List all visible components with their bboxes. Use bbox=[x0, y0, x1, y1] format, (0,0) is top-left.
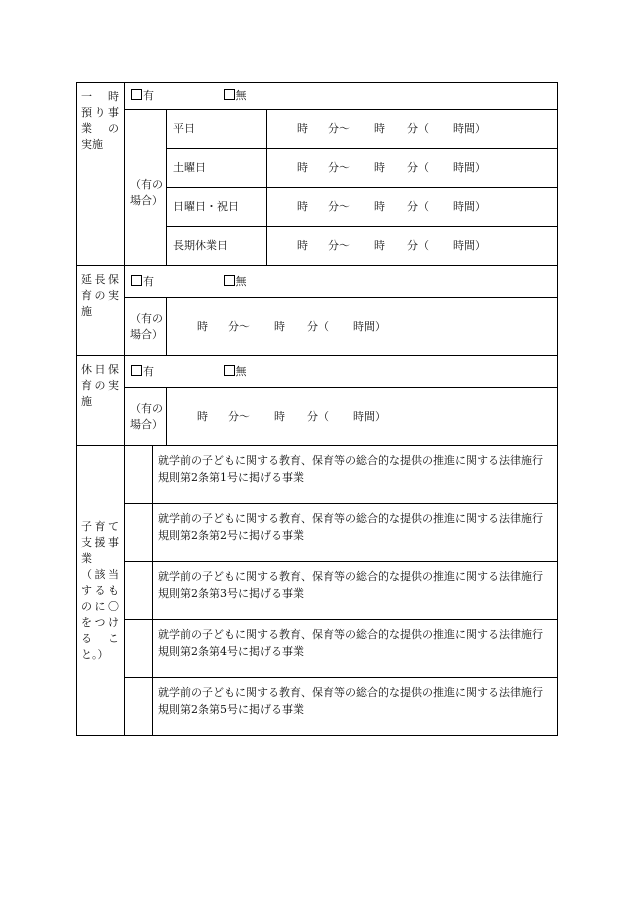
time-range-long-vacation[interactable]: 時 分〜 時 分（ 時間） bbox=[267, 227, 558, 266]
support-item-3: 就学前の子どもに関する教育、保育等の総合的な提供の推進に関する法律施行規則第2条第3号に掲げる事業 bbox=[153, 562, 558, 620]
mark-cell-4[interactable] bbox=[125, 620, 153, 678]
day-saturday: 土曜日 bbox=[167, 149, 267, 188]
checkbox-no[interactable]: 無 bbox=[224, 365, 247, 378]
mark-cell-5[interactable] bbox=[125, 678, 153, 736]
case-label: （有の場合） bbox=[125, 110, 167, 266]
checkbox-yes[interactable]: 有 bbox=[131, 365, 154, 378]
holiday-care-options bbox=[125, 356, 558, 388]
mark-cell-3[interactable] bbox=[125, 562, 153, 620]
checkbox-no[interactable]: 無 bbox=[224, 89, 247, 102]
time-range-holiday-care[interactable]: 時 分〜 時 分（ 時間） bbox=[167, 388, 558, 446]
time-range-sunday-holiday[interactable]: 時 分〜 時 分（ 時間） bbox=[267, 188, 558, 227]
mark-cell-2[interactable] bbox=[125, 504, 153, 562]
time-range-extended-care[interactable]: 時 分〜 時 分（ 時間） bbox=[167, 298, 558, 356]
time-range-saturday[interactable]: 時 分〜 時 分（ 時間） bbox=[267, 149, 558, 188]
case-label: （有の場合） bbox=[125, 388, 167, 446]
day-sunday-holiday: 日曜日・祝日 bbox=[167, 188, 267, 227]
temporary-care-options bbox=[125, 83, 558, 110]
checkbox-yes[interactable]: 有 bbox=[131, 89, 154, 102]
support-program-label: 子育て 支援事 業 （該当 するも のに〇 をつけ る こ と。） bbox=[77, 446, 125, 736]
temporary-care-label: 一 時 預り事 業 の 実施 bbox=[77, 83, 125, 266]
support-item-2: 就学前の子どもに関する教育、保育等の総合的な提供の推進に関する法律施行規則第2条第2号に掲げる事業 bbox=[153, 504, 558, 562]
checkbox-yes[interactable]: 有 bbox=[131, 275, 154, 288]
holiday-care-label: 休日保 育の実 施 bbox=[77, 356, 125, 446]
mark-cell-1[interactable] bbox=[125, 446, 153, 504]
extended-care-options bbox=[125, 266, 558, 298]
time-range-weekday[interactable]: 時 分〜 時 分（ 時間） bbox=[267, 110, 558, 149]
case-label: （有の場合） bbox=[125, 298, 167, 356]
childcare-form-table bbox=[76, 82, 558, 736]
day-long-vacation: 長期休業日 bbox=[167, 227, 267, 266]
extended-care-label: 延長保 育の実 施 bbox=[77, 266, 125, 356]
support-item-5: 就学前の子どもに関する教育、保育等の総合的な提供の推進に関する法律施行規則第2条第5号に掲げる事業 bbox=[153, 678, 558, 736]
support-item-1: 就学前の子どもに関する教育、保育等の総合的な提供の推進に関する法律施行規則第2条第1号に掲げる事業 bbox=[153, 446, 558, 504]
support-item-4: 就学前の子どもに関する教育、保育等の総合的な提供の推進に関する法律施行規則第2条第4号に掲げる事業 bbox=[153, 620, 558, 678]
day-weekday: 平日 bbox=[167, 110, 267, 149]
checkbox-no[interactable]: 無 bbox=[224, 275, 247, 288]
